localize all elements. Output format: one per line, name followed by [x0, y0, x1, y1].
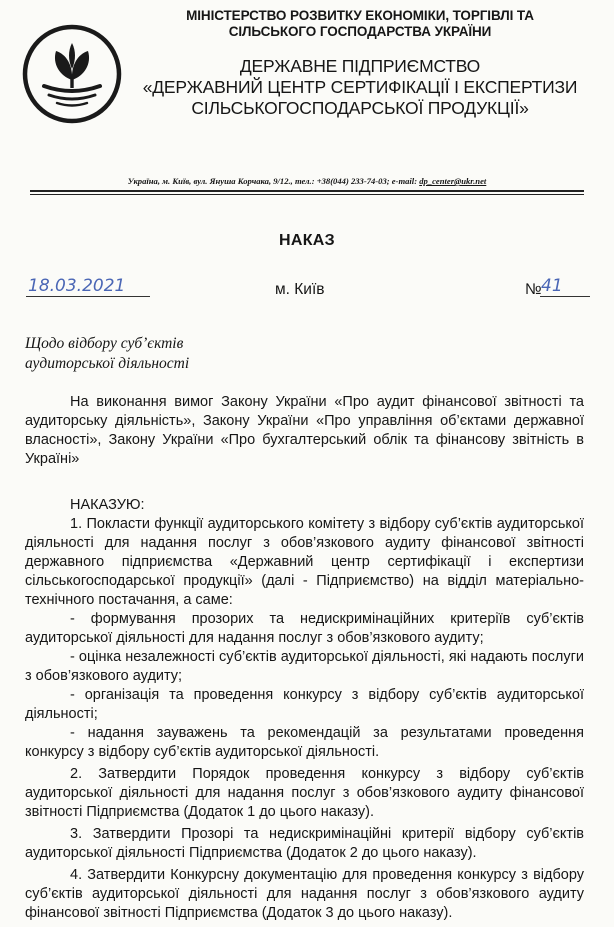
contact-info	[30, 176, 584, 186]
bullet-item: - організація та проведення конкурсу з відбору суб’єктів аудиторської діяльності;	[25, 687, 584, 722]
item-1: 1. Покласти функції аудиторського комітету з відбору суб’єктів аудиторської діяльності для надання послуг з обов’язкового аудиту фінансової звітності державного підприємства «Державний центр сертифікації і експертизи сільськогосподарської продукції» (далі - Підприємство) на відділ матеріально-технічного постачання, а саме:	[25, 516, 584, 608]
contact-email: dp_center@ukr.net	[419, 176, 487, 186]
order-word: НАКАЗУЮ:	[70, 497, 145, 513]
date-underline	[26, 296, 150, 297]
header-divider-thin	[30, 194, 584, 195]
enterprise-name	[130, 56, 590, 119]
contact-address: Україна, м. Київ, вул. Януша Корчака, 9/12., тел.: +38(044) 233-74-03; e-mail:	[127, 176, 418, 186]
preamble: На виконання вимог Закону України «Про аудит фінансової звітності та аудиторську діяльність», Закону України «Про управління об’єктами державної власності», Закону України «Про бухгалтерський облік та фінансову звітність в Україні»	[25, 394, 584, 467]
subject-line: аудиторської діяльності	[25, 355, 190, 372]
order-city: м. Київ	[275, 281, 325, 298]
bullet-item: - оцінка незалежності суб’єктів аудиторської діяльності, які надають послуги з обов’язкового аудиту;	[25, 649, 584, 684]
subject-line: Щодо відбору суб’єктів	[25, 335, 184, 352]
order-body	[25, 393, 584, 923]
ministry-line: МІНІСТЕРСТВО РОЗВИТКУ ЕКОНОМІКИ, ТОРГІВЛІ ТА	[186, 8, 534, 23]
header-divider-thick	[30, 190, 584, 192]
item-4: 4. Затвердити Конкурсну документацію для проведення конкурсу з відбору суб’єктів аудиторської діяльності для надання послуг з обов’язкового аудиту фінансової звітності Підприємства (Додаток 3 до цього наказу).	[25, 867, 584, 921]
item-3: 3. Затвердити Прозорі та недискримінаційні критерії відбору суб’єктів аудиторської діяльності Підприємства (Додаток 2 до цього наказу).	[25, 826, 584, 861]
ministry-name	[130, 8, 590, 40]
order-number-label: №	[525, 281, 542, 298]
enterprise-line: «ДЕРЖАВНИЙ ЦЕНТР СЕРТИФІКАЦІЇ І ЕКСПЕРТИЗИ	[142, 77, 578, 97]
order-number: 41	[541, 276, 563, 296]
bullet-item: - формування прозорих та недискримінаційних критеріїв суб’єктів аудиторської діяльності для надання послуг з обов’язкового аудиту;	[25, 611, 584, 646]
order-date: 18.03.2021	[28, 276, 126, 296]
item-2: 2. Затвердити Порядок проведення конкурсу з відбору суб’єктів аудиторської діяльності для надання послуг з обов’язкового аудиту фінансової звітності Підприємства (Додаток 1 до цього наказу).	[25, 766, 584, 820]
enterprise-line: СІЛЬСЬКОГОСПОДАРСЬКОЇ ПРОДУКЦІЇ»	[191, 98, 529, 118]
enterprise-line: ДЕРЖАВНЕ ПІДПРИЄМСТВО	[239, 56, 481, 76]
number-underline	[540, 296, 590, 297]
ministry-line: СІЛЬСЬКОГО ГОСПОДАРСТВА УКРАЇНИ	[228, 24, 492, 39]
order-title: НАКАЗ	[279, 232, 335, 249]
order-subject	[25, 334, 285, 374]
bullet-item: - надання зауважень та рекомендацій за результатами проведення конкурсу з відбору суб’єктів аудиторської діяльності.	[25, 725, 584, 760]
sprout-logo-icon	[22, 24, 122, 124]
